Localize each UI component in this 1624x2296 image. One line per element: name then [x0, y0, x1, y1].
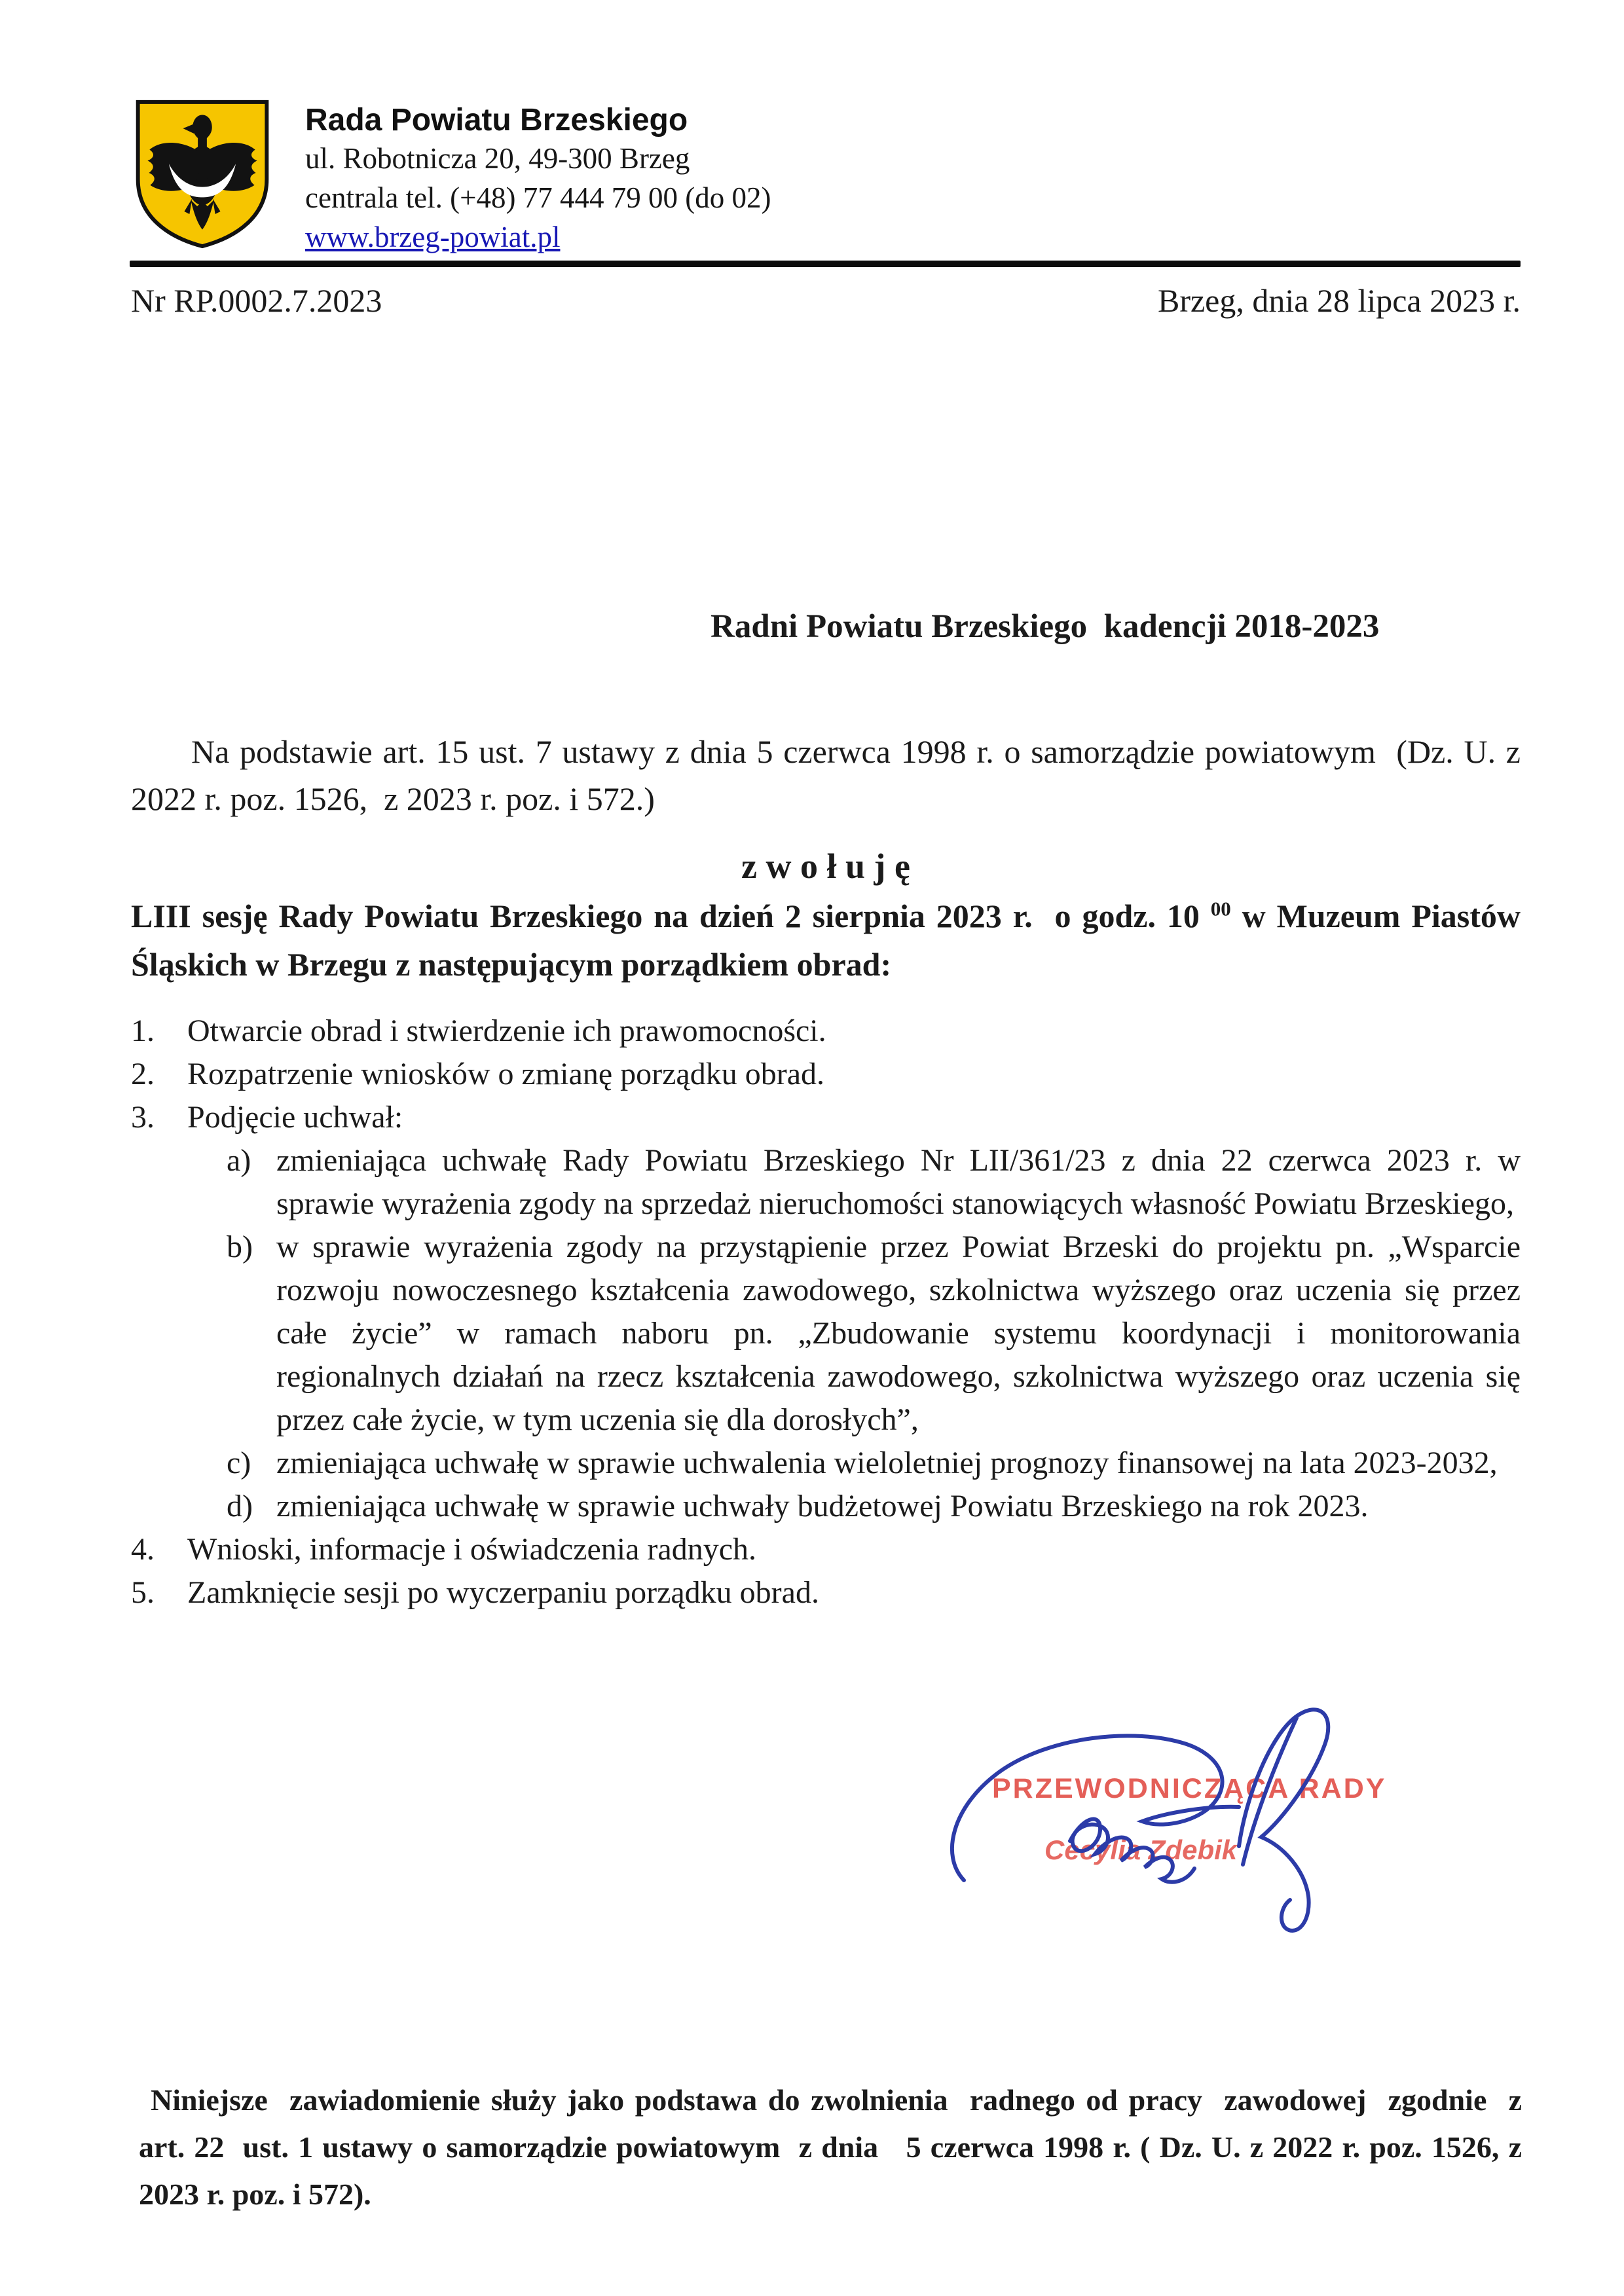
agenda-subitem-c [227, 1442, 1521, 1485]
agenda-item-2 [131, 1053, 1521, 1096]
reference-row [131, 282, 1521, 319]
session-text-after: w Muzeum Piastów Śląskich w Brzegu z następującym porządkiem obrad: [131, 898, 1529, 983]
agenda-subitem-a [227, 1139, 1528, 1226]
agenda-subitem-text: zmieniająca uchwałę w sprawie uchwalenia wieloletniej prognozy finansowej na lata 2023-2032, [276, 1446, 1498, 1480]
agenda-subitem-d [227, 1485, 1521, 1528]
agenda-item-4 [131, 1528, 1521, 1571]
agenda-item-number: 4. [131, 1532, 155, 1567]
coat-of-arms-icon [131, 97, 274, 251]
signature-block [930, 1696, 1387, 1958]
signature-stamp-title: PRZEWODNICZĄCA RADY [992, 1773, 1387, 1804]
intro-paragraph: Na podstawie art. 15 ust. 7 ustawy z dnia 5 czerwca 1998 r. o samorządzie powiatowym (Dz. U. z 2022 r. poz. 1526, z 2023 r. poz. i 572.) [131, 733, 1529, 817]
org-address: ul. Robotnicza 20, 49-300 Brzeg [305, 142, 690, 175]
agenda-item-text: Otwarcie obrad i stwierdzenie ich prawomocności. [187, 1013, 826, 1048]
agenda-subitem-text: zmieniająca uchwałę Rady Powiatu Brzeskiego Nr LII/361/23 z dnia 22 czerwca 2023 r. w sprawie wyrażenia zgody na sprzedaż nieruchomości stanowiących własność Powiatu Brzeskiego, [276, 1143, 1528, 1221]
agenda-item-number: 2. [131, 1057, 155, 1091]
footer-note: Niniejsze zawiadomienie służy jako podstawa do zwolnienia radnego od pracy zawodowej zgodnie z art. 22 ust. 1 ustawy o samorządzie powiatowym z dnia 5 czerwca 1998 r. ( Dz. U. z 2022 r. poz. 1526, z 2023 r. poz. i 572). [139, 2083, 1537, 2211]
agenda-item-number: 3. [131, 1100, 155, 1135]
letterhead [131, 97, 771, 257]
document-title: Radni Powiatu Brzeskiego kadencji 2018-2023 [710, 608, 1380, 645]
org-name: Rada Powiatu Brzeskiego [305, 103, 688, 137]
agenda-item-text: Rozpatrzenie wniosków o zmianę porządku obrad. [187, 1057, 825, 1091]
agenda-subitem-letter: a) [227, 1143, 251, 1178]
signature-stamp-name: Cecylia Zdebik [1044, 1834, 1238, 1865]
org-website-link[interactable]: www.brzeg-powiat.pl [305, 221, 561, 253]
agenda-item-1 [131, 1010, 1521, 1053]
agenda-item-3 [131, 1096, 1521, 1139]
agenda-subitem-text: zmieniająca uchwałę w sprawie uchwały budżetowej Powiatu Brzeskiego na rok 2023. [276, 1489, 1369, 1523]
agenda-subitem-text: w sprawie wyrażenia zgody na przystąpienie przez Powiat Brzeski do projektu pn. „Wsparcie rozwoju nowoczesnego kształcenia zawodowego, szkolnictwa wyższego oraz uczenia się przez całe życie” w ramach naboru pn. „Zbudowanie systemu koordynacji i monitorowania regionalnych działań na rzecz kształcenia zawodowego, szkolnictwa wyższego oraz uczenia się przez całe życie, w tym uczenia się dla dorosłych”, [276, 1230, 1528, 1437]
handwritten-signature-ink [930, 1696, 1375, 1958]
convene-heading: z w o ł u j ę [741, 847, 910, 886]
agenda-subitem-letter: b) [227, 1230, 253, 1264]
session-hour-superscript: 00 [1210, 897, 1231, 920]
agenda-item-text: Zamknięcie sesji po wyczerpaniu porządku obrad. [187, 1575, 819, 1610]
agenda-item-number: 5. [131, 1575, 155, 1610]
agenda-item-text: Podjęcie uchwał: [187, 1100, 403, 1135]
place-date: Brzeg, dnia 28 lipca 2023 r. [1157, 282, 1521, 319]
agenda-item-5 [131, 1571, 1521, 1614]
agenda-item-text: Wnioski, informacje i oświadczenia radnych. [187, 1532, 757, 1567]
session-text-before: LIII sesję Rady Powiatu Brzeskiego na dzień 2 sierpnia 2023 r. o godz. 10 [131, 898, 1211, 934]
agenda-list [131, 1010, 1528, 1614]
agenda-subitem-letter: c) [227, 1446, 251, 1480]
org-phone: centrala tel. (+48) 77 444 79 00 (do 02) [305, 181, 771, 214]
agenda-sublist [227, 1139, 1528, 1528]
agenda-subitem-letter: d) [227, 1489, 253, 1523]
divider-rule [130, 261, 1521, 267]
agenda-item-number: 1. [131, 1013, 155, 1048]
agenda-subitem-b [227, 1226, 1528, 1442]
session-paragraph [131, 892, 1529, 989]
reference-number: Nr RP.0002.7.2023 [131, 282, 382, 319]
